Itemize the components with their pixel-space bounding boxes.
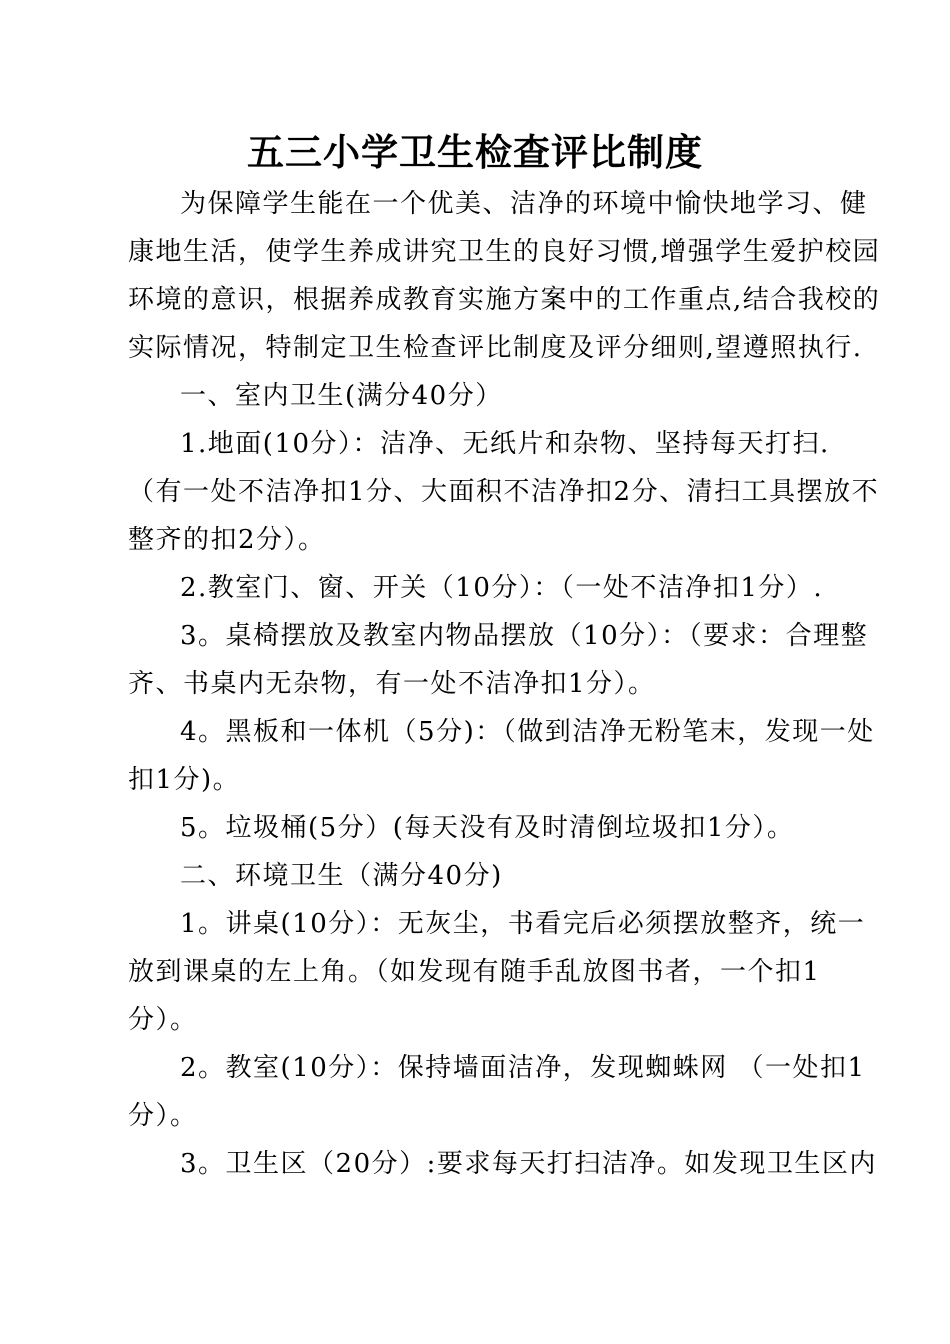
paragraph-line: 整齐的扣2分）。 (128, 525, 326, 555)
section-heading: 一、室内卫生(满分40分） (180, 381, 503, 411)
paragraph-line: 实际情况，特制定卫生检查评比制度及评分细则,望遵照执行. (128, 333, 863, 363)
paragraph-line: 康地生活，使学生养成讲究卫生的良好习惯,增强学生爱护校园 (128, 237, 881, 267)
paragraph-line: 环境的意识，根据养成教育实施方案中的工作重点,结合我校的 (128, 285, 881, 315)
paragraph-line: 放到课桌的左上角。（如发现有随手乱放图书者，一个扣1 (128, 957, 821, 987)
section-heading: 二、环境卫生（满分40分) (180, 861, 503, 891)
paragraph-line: 齐、书桌内无杂物，有一处不洁净扣1分）。 (128, 669, 656, 699)
paragraph-line: 3。卫生区（20分）:要求每天打扫洁净。如发现卫生区内 (180, 1149, 877, 1179)
paragraph-line: 扣1分)。 (128, 765, 241, 795)
document-title: 五三小学卫生检查评比制度 (247, 130, 703, 174)
paragraph-line: 4。黑板和一体机（5分)：（做到洁净无粉笔末，发现一处 (180, 717, 875, 747)
paragraph-line: 5。垃圾桶(5分）(每天没有及时清倒垃圾扣1分）。 (180, 813, 795, 843)
paragraph-line: 分）。 (128, 1005, 198, 1035)
paragraph-line: 3。桌椅摆放及教室内物品摆放（10分）：（要求：合理整 (180, 621, 869, 651)
paragraph-line: 2。教室(10分）：保持墙面洁净，发现蜘蛛网 （一处扣1 (180, 1053, 866, 1083)
paragraph-line: 1.地面(10分）：洁净、无纸片和杂物、坚持每天打扫. (180, 429, 830, 459)
paragraph-line: 1。讲桌(10分）：无灰尘，书看完后必须摆放整齐，统一 (180, 909, 866, 939)
paragraph-line: 2.教室门、窗、开关（10分）：（一处不洁净扣1分）. (180, 573, 824, 603)
paragraph-line: （有一处不洁净扣1分、大面积不洁净扣2分、清扫工具摆放不 (128, 477, 880, 507)
paragraph-line: 为保障学生能在一个优美、洁净的环境中愉快地学习、健 (180, 189, 868, 219)
paragraph-line: 分）。 (128, 1101, 198, 1131)
